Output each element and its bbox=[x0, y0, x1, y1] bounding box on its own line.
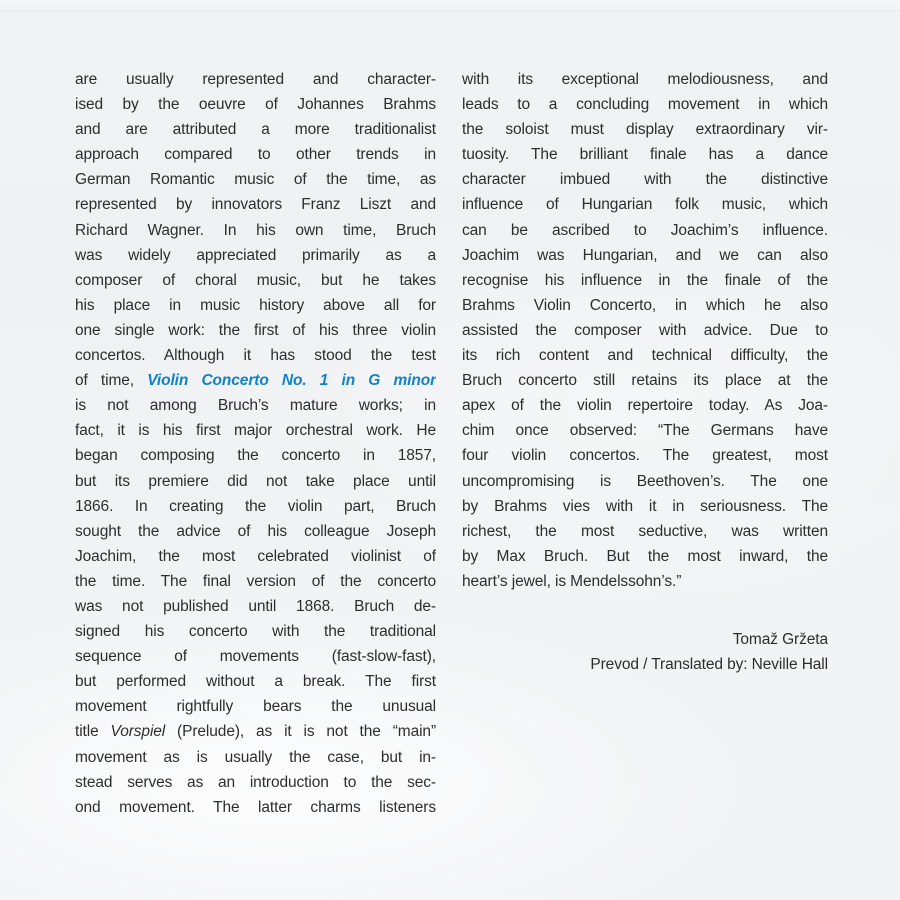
text-line bbox=[75, 494, 436, 519]
text-run: ised by the oeuvre of Johannes Brahms bbox=[75, 96, 436, 114]
text-run: sought the advice of his colleague Joseph bbox=[75, 522, 436, 540]
text-run: his place in music history above all for bbox=[75, 296, 436, 314]
text-line bbox=[462, 192, 828, 217]
text-run: one single work: the first of his three violin bbox=[75, 321, 436, 339]
text-line bbox=[462, 368, 828, 393]
text-run: apex of the violin repertoire today. As Joa- bbox=[462, 397, 828, 415]
text-run: is not among Bruch’s mature works; in bbox=[75, 397, 436, 415]
text-run: chim once observed: “The Germans have bbox=[462, 422, 828, 440]
text-run: concertos. Although it has stood the test bbox=[75, 347, 436, 365]
text-run: with its exceptional melodiousness, and bbox=[462, 71, 828, 88]
text-run: 1866. In creating the violin part, Bruch bbox=[75, 497, 436, 515]
text-line bbox=[75, 619, 436, 644]
text-line bbox=[462, 167, 828, 192]
text-run: approach compared to other trends in bbox=[75, 146, 436, 164]
text-line bbox=[75, 218, 436, 243]
text-line bbox=[462, 243, 828, 268]
work-title-highlight: Violin Concerto No. 1 in G minor bbox=[147, 372, 436, 390]
text-line bbox=[75, 443, 436, 468]
text-line bbox=[75, 117, 436, 142]
page-top-edge bbox=[0, 0, 900, 11]
text-run: Brahms Violin Concerto, in which he also bbox=[462, 296, 828, 314]
text-run: recognise his influence in the finale of the bbox=[462, 271, 828, 289]
text-line bbox=[75, 318, 436, 343]
text-run: movement as is usually the case, but in- bbox=[75, 748, 436, 766]
text-run: tuosity. The brilliant finale has a dance bbox=[462, 146, 828, 164]
text-run: sequence of movements (fast-slow-fast), bbox=[75, 648, 436, 666]
text-run: signed his concerto with the traditional bbox=[75, 623, 436, 641]
text-line bbox=[462, 293, 828, 318]
text-line bbox=[462, 469, 828, 494]
text-line bbox=[462, 67, 828, 92]
text-run: four violin concertos. The greatest, most bbox=[462, 447, 828, 465]
text-line bbox=[75, 192, 436, 217]
text-run: Prevod / Translated by: Neville Hall bbox=[590, 656, 828, 674]
text-line bbox=[462, 544, 828, 569]
author-credit bbox=[462, 627, 828, 652]
text-run: are usually represented and character- bbox=[75, 71, 436, 88]
text-run: assisted the composer with advice. Due to bbox=[462, 321, 828, 339]
text-line bbox=[462, 117, 828, 142]
text-block bbox=[75, 67, 828, 820]
text-line bbox=[75, 92, 436, 117]
text-line bbox=[462, 443, 828, 468]
right-column bbox=[462, 67, 828, 820]
text-line bbox=[75, 393, 436, 418]
text-run: can be ascribed to Joachim’s influence. bbox=[462, 221, 828, 239]
text-line bbox=[75, 519, 436, 544]
text-line bbox=[75, 694, 436, 719]
text-run: Joachim was Hungarian, and we can also bbox=[462, 246, 828, 264]
text-run: stead serves as an introduction to the sec- bbox=[75, 773, 436, 791]
text-run: fact, it is his first major orchestral work. He bbox=[75, 422, 436, 440]
text-run: movement rightfully bears the unusual bbox=[75, 698, 436, 716]
text-line bbox=[75, 268, 436, 293]
text-line bbox=[75, 795, 436, 820]
text-run: German Romantic music of the time, as bbox=[75, 171, 436, 189]
text-run: ond movement. The latter charms listeners bbox=[75, 798, 436, 816]
text-run: was widely appreciated primarily as a bbox=[75, 246, 436, 264]
text-line bbox=[75, 469, 436, 494]
text-run: by Brahms vies with it in seriousness. The bbox=[462, 497, 828, 515]
text-run: title bbox=[75, 723, 111, 741]
text-run: and are attributed a more traditionalist bbox=[75, 121, 436, 139]
text-line bbox=[462, 569, 828, 594]
text-line bbox=[75, 669, 436, 694]
text-run: Tomaž Gržeta bbox=[732, 630, 828, 648]
text-line bbox=[75, 167, 436, 192]
translator-credit bbox=[462, 652, 828, 677]
text-run: leads to a concluding movement in which bbox=[462, 96, 828, 114]
text-run: influence of Hungarian folk music, which bbox=[462, 196, 828, 214]
text-line bbox=[462, 393, 828, 418]
text-run: but performed without a break. The first bbox=[75, 673, 436, 691]
vorspiel-line bbox=[75, 719, 436, 744]
text-run: its rich content and technical difficulty, the bbox=[462, 347, 828, 365]
text-line bbox=[75, 569, 436, 594]
text-run: (Prelude), as it is not the “main” bbox=[165, 723, 436, 741]
text-line bbox=[75, 770, 436, 795]
text-run: but its premiere did not take place until bbox=[75, 472, 436, 490]
text-line bbox=[75, 745, 436, 770]
text-run: heart’s jewel, is Mendelssohn’s.” bbox=[462, 572, 682, 590]
text-run: the time. The final version of the concerto bbox=[75, 572, 436, 590]
text-run: represented by innovators Franz Liszt and bbox=[75, 196, 436, 214]
text-run: began composing the concerto in 1857, bbox=[75, 447, 436, 465]
left-column bbox=[75, 67, 436, 820]
text-line bbox=[462, 519, 828, 544]
text-line bbox=[75, 243, 436, 268]
text-line bbox=[75, 644, 436, 669]
text-run: of time, bbox=[75, 372, 148, 390]
text-line bbox=[462, 218, 828, 243]
text-run: richest, the most seductive, was written bbox=[462, 522, 828, 540]
text-line bbox=[75, 594, 436, 619]
text-line bbox=[462, 92, 828, 117]
text-line bbox=[462, 142, 828, 167]
text-run: the soloist must display extraordinary vir- bbox=[462, 121, 828, 139]
text-run: uncompromising is Beethoven’s. The one bbox=[462, 472, 828, 490]
text-run: Bruch concerto still retains its place at the bbox=[462, 372, 828, 390]
text-line bbox=[462, 418, 828, 443]
text-line bbox=[75, 343, 436, 368]
text-line bbox=[462, 494, 828, 519]
text-line bbox=[75, 418, 436, 443]
text-run: was not published until 1868. Bruch de- bbox=[75, 597, 436, 615]
text-line bbox=[75, 293, 436, 318]
text-line bbox=[75, 142, 436, 167]
work-title-line bbox=[75, 368, 436, 393]
text-run: composer of choral music, but he takes bbox=[75, 271, 436, 289]
text-line bbox=[75, 67, 436, 92]
text-line bbox=[462, 268, 828, 293]
spacer bbox=[462, 594, 828, 627]
text-run: Richard Wagner. In his own time, Bruch bbox=[75, 221, 436, 239]
text-run: Joachim, the most celebrated violinist of bbox=[75, 547, 436, 565]
text-line bbox=[462, 343, 828, 368]
text-line bbox=[462, 318, 828, 343]
text-run: character imbued with the distinctive bbox=[462, 171, 828, 189]
text-run: by Max Bruch. But the most inward, the bbox=[462, 547, 828, 565]
italic-text: Vorspiel bbox=[110, 723, 166, 741]
text-line bbox=[75, 544, 436, 569]
